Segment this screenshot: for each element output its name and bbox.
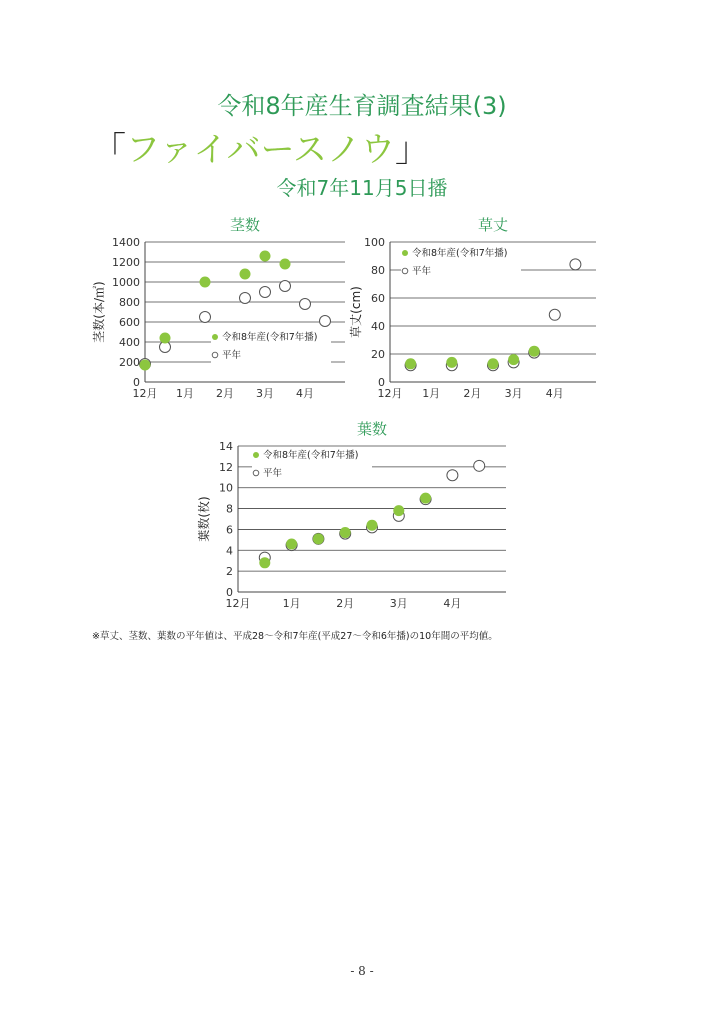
y-tick-label: 100	[364, 236, 385, 249]
y-tick-label: 600	[119, 316, 140, 329]
legend-label: 平年	[412, 266, 432, 277]
x-tick-label: 4月	[443, 597, 462, 610]
bracket-close: 」	[394, 130, 429, 170]
x-tick-label: 1月	[422, 387, 441, 400]
data-point-current	[160, 333, 171, 344]
legend-marker	[212, 334, 218, 340]
y-tick-label: 2	[226, 565, 233, 579]
chart-title: 草丈	[477, 216, 509, 234]
x-tick-label: 2月	[216, 387, 234, 400]
chart-svg	[196, 422, 518, 612]
x-tick-label: 3月	[504, 387, 523, 400]
data-point-current	[140, 360, 151, 371]
y-tick-label: 800	[119, 296, 140, 309]
x-tick-label: 3月	[389, 597, 408, 610]
stem-count-chart	[80, 212, 355, 402]
y-axis-label: 草丈(cm)	[349, 286, 363, 338]
x-tick-label: 1月	[176, 387, 194, 400]
data-point-current	[420, 493, 431, 504]
data-point-normal	[300, 299, 311, 310]
y-tick-label: 80	[371, 264, 385, 277]
y-tick-label: 14	[219, 440, 233, 453]
page-number: - 8 -	[350, 964, 374, 978]
legend-label: 令和8年産(令和7年播)	[412, 248, 508, 259]
y-tick-label: 6	[226, 523, 233, 537]
x-tick-label: 3月	[256, 387, 274, 400]
legend-marker	[402, 250, 408, 256]
x-tick-label: 12月	[225, 597, 251, 610]
y-tick-label: 10	[219, 481, 233, 495]
legend-label: 令和8年産(令和7年播)	[263, 450, 359, 461]
y-tick-label: 1400	[112, 236, 140, 249]
y-tick-label: 8	[226, 502, 233, 516]
data-point-current	[200, 277, 211, 288]
y-tick-label: 1200	[112, 256, 140, 269]
data-point-normal	[447, 470, 458, 481]
chart-title: 葉数	[356, 420, 388, 438]
data-point-normal	[280, 281, 291, 292]
data-point-current	[446, 357, 457, 368]
x-tick-label: 1月	[282, 597, 301, 610]
data-point-current	[260, 251, 271, 262]
chart-svg	[80, 212, 355, 402]
data-point-current	[529, 346, 540, 357]
x-tick-label: 12月	[377, 387, 403, 400]
y-tick-label: 0	[133, 376, 140, 389]
data-point-current	[240, 269, 251, 280]
x-tick-label: 2月	[463, 387, 482, 400]
leaf-count-chart	[196, 422, 518, 612]
y-tick-label: 20	[371, 348, 385, 361]
data-point-normal	[474, 460, 485, 471]
y-tick-label: 60	[371, 292, 385, 305]
data-point-normal	[260, 287, 271, 298]
legend-marker	[402, 268, 408, 274]
data-point-normal	[240, 293, 251, 304]
data-point-normal	[200, 312, 211, 323]
chart-title: 茎数	[229, 216, 261, 234]
bracket-open: 「	[92, 130, 126, 170]
data-point-normal	[549, 309, 560, 320]
data-point-normal	[570, 259, 581, 270]
y-axis-label: 葉数(枚)	[197, 496, 211, 542]
chart-svg	[350, 212, 608, 402]
data-point-current	[405, 358, 416, 369]
footnote: ※草丈、茎数、葉数の平年値は、平成28～令和7年産(平成27～令和6年播)の10年間の平均値。	[92, 631, 498, 642]
sowing-date: 令和7年11月5日播	[276, 176, 448, 200]
legend-marker	[253, 470, 259, 476]
x-tick-label: 4月	[296, 387, 314, 400]
y-tick-label: 200	[119, 356, 140, 369]
x-tick-label: 12月	[132, 387, 158, 400]
y-axis-label: 茎数(本/㎡)	[92, 281, 106, 343]
data-point-current	[313, 533, 324, 544]
page-title: 令和8年産生育調査結果(3)	[217, 92, 507, 120]
data-point-current	[280, 259, 291, 270]
legend-marker	[253, 452, 259, 458]
data-point-normal	[320, 316, 331, 327]
legend-label: 平年	[263, 468, 283, 479]
data-point-current	[340, 527, 351, 538]
variety-name: ファイバースノウ	[126, 130, 395, 170]
plant-height-chart	[350, 212, 608, 402]
x-tick-label: 2月	[336, 597, 355, 610]
data-point-current	[259, 557, 270, 568]
data-point-current	[393, 505, 404, 516]
data-point-current	[367, 520, 378, 531]
data-point-current	[286, 539, 297, 550]
y-tick-label: 12	[219, 460, 233, 474]
x-tick-label: 4月	[545, 387, 564, 400]
y-tick-label: 0	[226, 586, 233, 599]
legend-marker	[212, 352, 218, 358]
data-point-current	[488, 358, 499, 369]
y-tick-label: 1000	[112, 276, 140, 289]
legend-label: 令和8年産(令和7年播)	[222, 332, 318, 343]
y-tick-label: 0	[378, 376, 385, 389]
variety-heading	[92, 122, 429, 171]
legend-label: 平年	[222, 350, 242, 361]
y-tick-label: 40	[371, 320, 385, 333]
data-point-current	[508, 354, 519, 365]
y-tick-label: 400	[119, 336, 140, 349]
y-tick-label: 4	[226, 544, 233, 558]
